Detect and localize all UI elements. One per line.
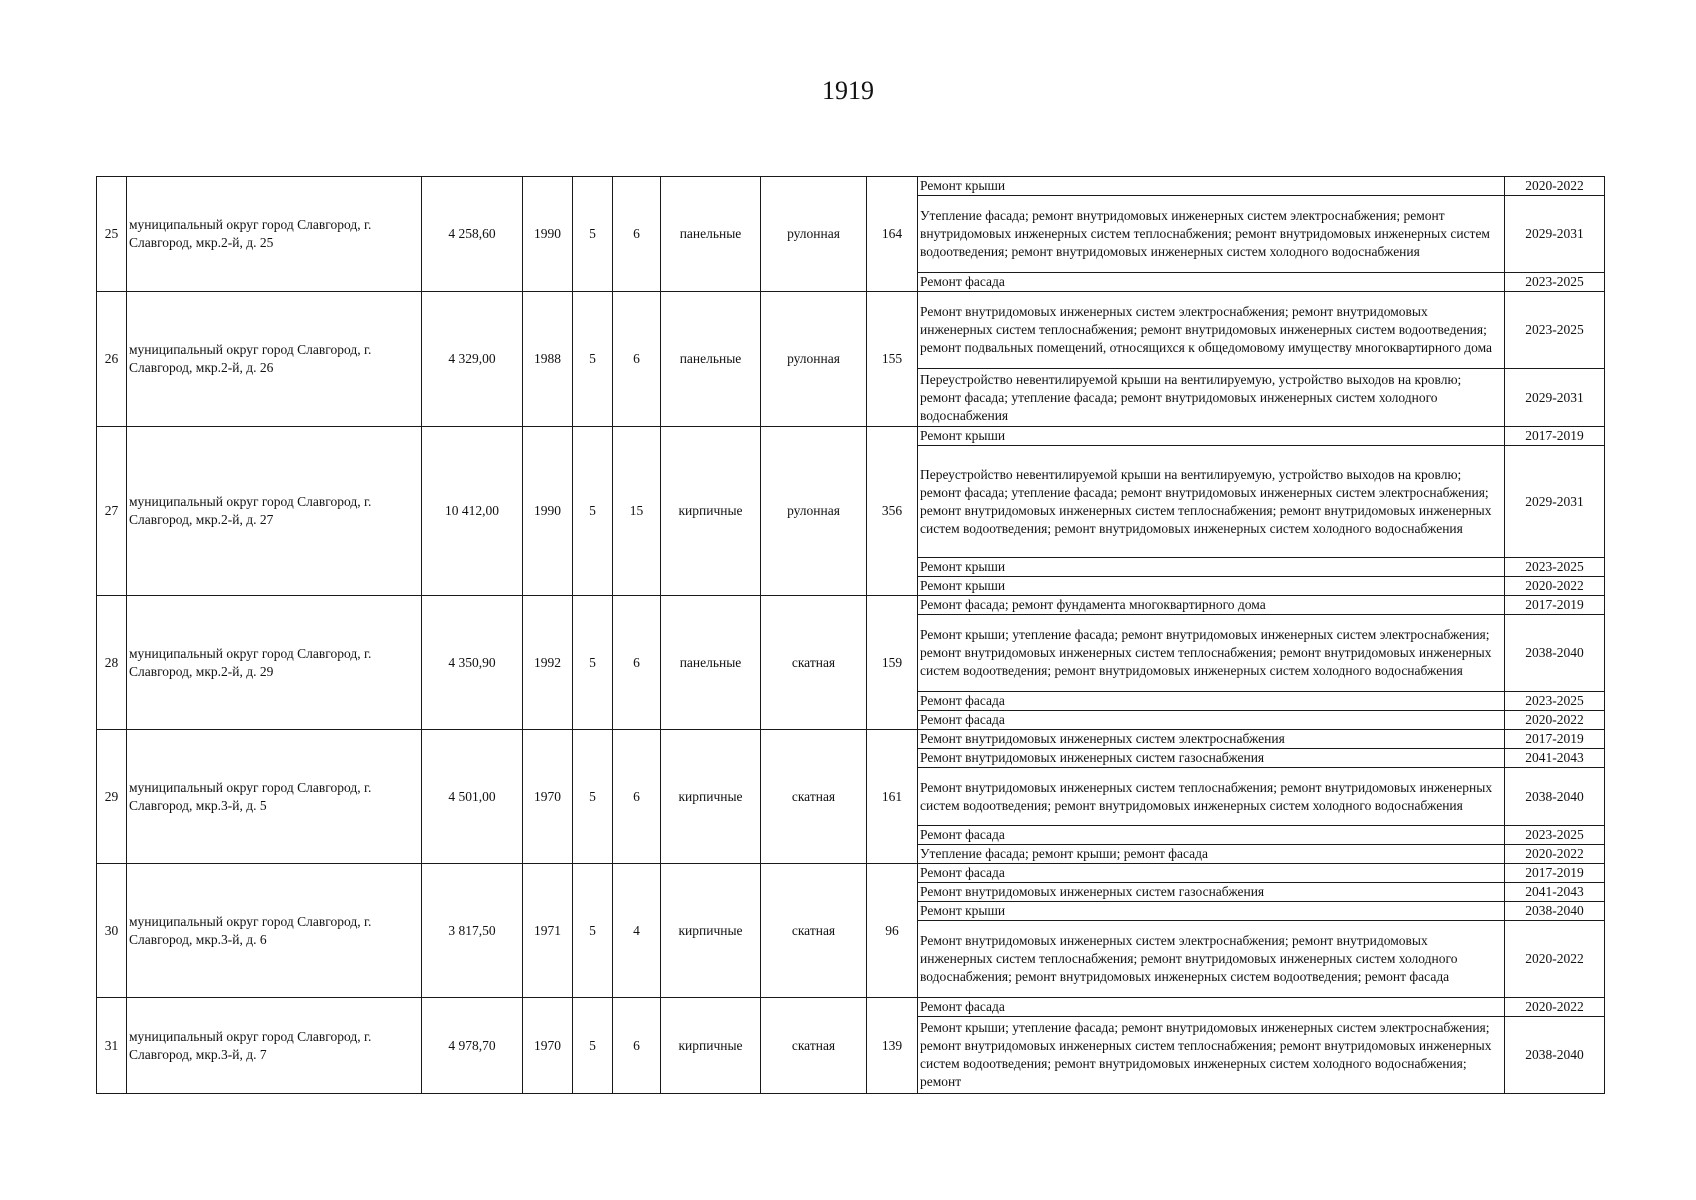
house-area: 3 817,50 (422, 864, 523, 998)
house-floors: 5 (573, 427, 613, 596)
repair-work-period: 2038-2040 (1505, 1017, 1605, 1094)
repair-work-period: 2023-2025 (1505, 826, 1605, 845)
repair-work-period: 2020-2022 (1505, 921, 1605, 998)
repair-work-period: 2038-2040 (1505, 768, 1605, 826)
house-entrances: 6 (613, 730, 661, 864)
house-number: 26 (97, 292, 127, 427)
house-wall-material: панельные (661, 177, 761, 292)
house-entrances: 6 (613, 596, 661, 730)
house-number: 28 (97, 596, 127, 730)
repair-work-description: Утепление фасада; ремонт крыши; ремонт фасада (918, 845, 1505, 864)
repair-work-period: 2017-2019 (1505, 596, 1605, 615)
repair-work-period: 2017-2019 (1505, 730, 1605, 749)
repair-work-period: 2041-2043 (1505, 883, 1605, 902)
capital-repair-table (96, 176, 1605, 1094)
repair-work-period: 2020-2022 (1505, 177, 1605, 196)
repair-work-description: Ремонт крыши (918, 177, 1505, 196)
table-row (97, 998, 1605, 1017)
house-floors: 5 (573, 998, 613, 1094)
repair-work-period: 2038-2040 (1505, 615, 1605, 692)
house-floors: 5 (573, 292, 613, 427)
house-area: 4 329,00 (422, 292, 523, 427)
house-residents: 164 (867, 177, 918, 292)
house-floors: 5 (573, 864, 613, 998)
house-entrances: 6 (613, 177, 661, 292)
house-entrances: 4 (613, 864, 661, 998)
repair-work-period: 2017-2019 (1505, 864, 1605, 883)
table-row (97, 864, 1605, 883)
house-number: 29 (97, 730, 127, 864)
repair-work-description: Ремонт фасада; ремонт фундамента многоквартирного дома (918, 596, 1505, 615)
table-row (97, 596, 1605, 615)
repair-work-period: 2041-2043 (1505, 749, 1605, 768)
repair-work-description: Ремонт крыши (918, 577, 1505, 596)
repair-work-description: Ремонт внутридомовых инженерных систем газоснабжения (918, 883, 1505, 902)
repair-work-description: Ремонт крыши; утепление фасада; ремонт внутридомовых инженерных систем электроснабжения; ремонт внутридомовых инженерных систем теплоснабжения; ремонт внутридомовых инженерных систем водоотведения; ремонт внутридомовых инженерных систем холодного водоснабжения (918, 615, 1505, 692)
repair-work-description: Ремонт фасада (918, 711, 1505, 730)
repair-work-description: Ремонт фасада (918, 998, 1505, 1017)
house-roof-type: рулонная (761, 292, 867, 427)
house-entrances: 6 (613, 292, 661, 427)
repair-work-description: Переустройство невентилируемой крыши на вентилируемую, устройство выходов на кровлю; ремонт фасада; утепление фасада; ремонт внутридомовых инженерных систем электроснабжения; ремонт внутридомовых инженерных систем теплоснабжения; ремонт внутридомовых инженерных систем водоотведения; ремонт внутридомовых инженерных систем холодного водоснабжения (918, 446, 1505, 558)
house-roof-type: рулонная (761, 177, 867, 292)
house-area: 4 978,70 (422, 998, 523, 1094)
repair-work-description: Ремонт внутридомовых инженерных систем теплоснабжения; ремонт внутридомовых инженерных систем водоотведения; ремонт внутридомовых инженерных систем холодного водоснабжения (918, 768, 1505, 826)
house-address: муниципальный округ город Славгород, г. Славгород, мкр.2-й, д. 25 (127, 177, 422, 292)
house-area: 4 501,00 (422, 730, 523, 864)
repair-work-period: 2020-2022 (1505, 845, 1605, 864)
repair-work-period: 2029-2031 (1505, 446, 1605, 558)
house-number: 30 (97, 864, 127, 998)
repair-work-description: Ремонт фасада (918, 692, 1505, 711)
repair-work-period: 2029-2031 (1505, 196, 1605, 273)
house-wall-material: кирпичные (661, 864, 761, 998)
repair-work-description: Ремонт внутридомовых инженерных систем электроснабжения; ремонт внутридомовых инженерных систем теплоснабжения; ремонт внутридомовых инженерных систем водоотведения; ремонт подвальных помещений, относящихся к общедомовому имуществу многоквартирного дома (918, 292, 1505, 369)
house-residents: 139 (867, 998, 918, 1094)
repair-work-period: 2020-2022 (1505, 711, 1605, 730)
repair-work-description: Переустройство невентилируемой крыши на вентилируемую, устройство выходов на кровлю; ремонт фасада; утепление фасада; ремонт внутридомовых инженерных систем холодного водоснабжения (918, 369, 1505, 427)
house-number: 25 (97, 177, 127, 292)
house-roof-type: рулонная (761, 427, 867, 596)
house-floors: 5 (573, 596, 613, 730)
repair-work-description: Ремонт крыши (918, 558, 1505, 577)
house-year: 1971 (523, 864, 573, 998)
table-row (97, 730, 1605, 749)
house-address: муниципальный округ город Славгород, г. Славгород, мкр.2-й, д. 26 (127, 292, 422, 427)
repair-work-period: 2023-2025 (1505, 292, 1605, 369)
repair-work-period: 2023-2025 (1505, 692, 1605, 711)
house-year: 1988 (523, 292, 573, 427)
repair-work-description: Ремонт крыши (918, 427, 1505, 446)
repair-work-period: 2020-2022 (1505, 998, 1605, 1017)
table-row (97, 427, 1605, 446)
repair-work-description: Ремонт внутридомовых инженерных систем электроснабжения; ремонт внутридомовых инженерных систем теплоснабжения; ремонт внутридомовых инженерных систем холодного водоснабжения; ремонт внутридомовых инженерных систем водоотведения; ремонт фасада (918, 921, 1505, 998)
house-number: 27 (97, 427, 127, 596)
house-year: 1990 (523, 427, 573, 596)
repair-work-description: Ремонт фасада (918, 826, 1505, 845)
house-floors: 5 (573, 730, 613, 864)
repair-work-description: Ремонт крыши (918, 902, 1505, 921)
house-year: 1970 (523, 998, 573, 1094)
house-roof-type: скатная (761, 596, 867, 730)
repair-work-description: Ремонт фасада (918, 273, 1505, 292)
repair-work-period: 2020-2022 (1505, 577, 1605, 596)
house-wall-material: панельные (661, 292, 761, 427)
house-floors: 5 (573, 177, 613, 292)
table-row (97, 177, 1605, 196)
repair-work-period: 2029-2031 (1505, 369, 1605, 427)
house-roof-type: скатная (761, 730, 867, 864)
house-address: муниципальный округ город Славгород, г. Славгород, мкр.3-й, д. 5 (127, 730, 422, 864)
repair-work-period: 2038-2040 (1505, 902, 1605, 921)
house-number: 31 (97, 998, 127, 1094)
house-year: 1970 (523, 730, 573, 864)
house-wall-material: кирпичные (661, 998, 761, 1094)
table-row (97, 292, 1605, 369)
repair-work-description: Ремонт внутридомовых инженерных систем электроснабжения (918, 730, 1505, 749)
house-roof-type: скатная (761, 998, 867, 1094)
repair-work-period: 2017-2019 (1505, 427, 1605, 446)
repair-work-description: Ремонт фасада (918, 864, 1505, 883)
house-address: муниципальный округ город Славгород, г. Славгород, мкр.2-й, д. 27 (127, 427, 422, 596)
house-address: муниципальный округ город Славгород, г. Славгород, мкр.3-й, д. 6 (127, 864, 422, 998)
house-address: муниципальный округ город Славгород, г. Славгород, мкр.2-й, д. 29 (127, 596, 422, 730)
house-residents: 96 (867, 864, 918, 998)
repair-work-description: Ремонт крыши; утепление фасада; ремонт внутридомовых инженерных систем электроснабжения; ремонт внутридомовых инженерных систем теплоснабжения; ремонт внутридомовых инженерных систем водоотведения; ремонт внутридомовых инженерных систем холодного водоснабжения; ремонт (918, 1017, 1505, 1094)
house-entrances: 15 (613, 427, 661, 596)
house-year: 1990 (523, 177, 573, 292)
house-wall-material: панельные (661, 596, 761, 730)
house-wall-material: кирпичные (661, 730, 761, 864)
house-residents: 161 (867, 730, 918, 864)
house-year: 1992 (523, 596, 573, 730)
house-residents: 356 (867, 427, 918, 596)
house-wall-material: кирпичные (661, 427, 761, 596)
repair-work-period: 2023-2025 (1505, 558, 1605, 577)
page-number: 1919 (822, 76, 874, 105)
house-area: 10 412,00 (422, 427, 523, 596)
house-area: 4 258,60 (422, 177, 523, 292)
repair-work-period: 2023-2025 (1505, 273, 1605, 292)
house-area: 4 350,90 (422, 596, 523, 730)
house-residents: 155 (867, 292, 918, 427)
repair-work-description: Утепление фасада; ремонт внутридомовых инженерных систем электроснабжения; ремонт внутридомовых инженерных систем теплоснабжения; ремонт внутридомовых инженерных систем водоотведения; ремонт внутридомовых инженерных систем холодного водоснабжения (918, 196, 1505, 273)
house-roof-type: скатная (761, 864, 867, 998)
house-residents: 159 (867, 596, 918, 730)
house-address: муниципальный округ город Славгород, г. Славгород, мкр.3-й, д. 7 (127, 998, 422, 1094)
house-entrances: 6 (613, 998, 661, 1094)
repair-work-description: Ремонт внутридомовых инженерных систем газоснабжения (918, 749, 1505, 768)
